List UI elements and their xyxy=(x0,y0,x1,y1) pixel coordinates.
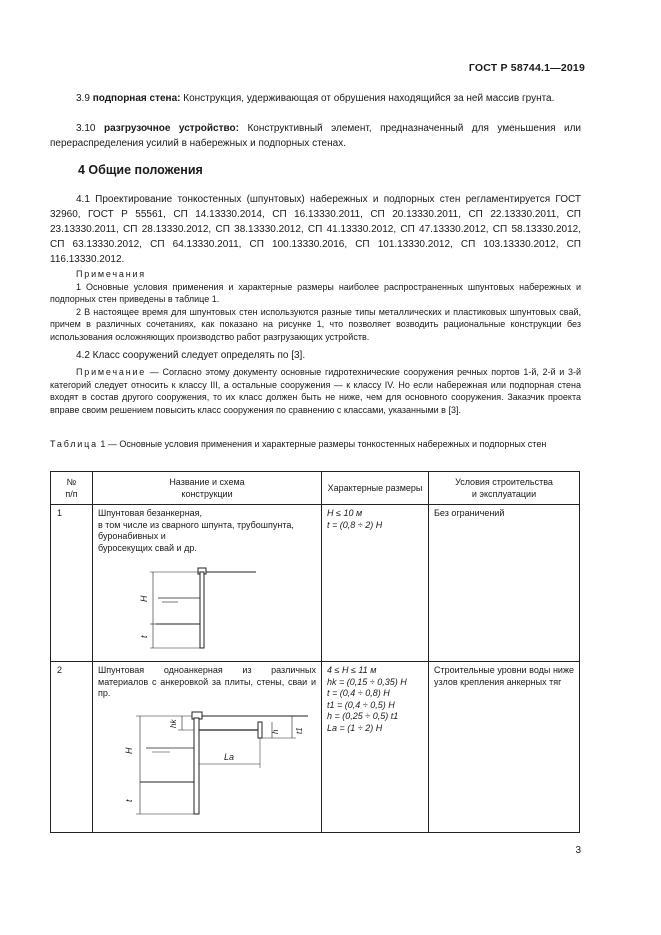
def-term: подпорная стена: xyxy=(92,93,181,104)
table-header-row xyxy=(51,472,580,505)
def-text: Конструктивный элемент, предназначенный для уменьшения или перераспределения усилий в набережных и подпорных стенах. xyxy=(50,123,582,149)
label-t: t xyxy=(124,798,134,802)
label-t1: t1 xyxy=(295,726,304,734)
row-dims xyxy=(322,505,429,662)
section-title: 4 Общие положения xyxy=(78,163,203,177)
conditions-table xyxy=(50,471,580,833)
cantilever-wall-diagram xyxy=(138,564,258,654)
definition-3-10 xyxy=(50,121,581,151)
dim-line: t1 = (0,4 ÷ 0,5) H xyxy=(327,699,395,710)
dim-line: H ≤ 10 м xyxy=(327,508,363,518)
def-term: разгрузочное устройство: xyxy=(103,123,239,134)
row-number: 2 xyxy=(51,662,93,833)
row-name: Шпунтовая одноанкерная из различных материалов с анкеровкой за плиты, стены, сваи и пр. xyxy=(98,665,316,698)
paragraph-text: 4.1 Проектирование тонкостенных (шпунтовых) набережных и подпорных стен регламентируется ГОСТ 32960, ГОСТ Р 55561, СП 14.13330.2014, СП 16.13330.2011, СП 20.13330.2011, СП 22.13330.2011, СП 23.13330.2011, СП 28.13330.2012, СП 38.13330.2012, СП 41.13330.2012, СП 47.13330.2012, СП 58.13330.2012, СП 63.13330.2012, СП 64.13330.2011, СП 100.13330.2016, СП 101.13330.2012, СП 103.13330.2012, СП 116.13330.2012. xyxy=(50,194,581,265)
dim-line: La = (1 ÷ 2) H xyxy=(327,722,383,733)
label-H: H xyxy=(124,747,134,754)
note-label: Примечание xyxy=(76,367,147,377)
dim-line: t = (0,4 ÷ 0,8) H xyxy=(327,688,390,698)
dim-line: 4 ≤ H ≤ 11 м xyxy=(327,665,377,675)
label-h: h xyxy=(271,729,280,734)
row-conditions: Без ограничений xyxy=(429,505,580,662)
def-text: Конструкция, удерживающая от обрушения находящийся за ней массив грунта. xyxy=(180,93,555,104)
dim-line: h = (0,25 ÷ 0,5) t1 xyxy=(327,711,399,721)
col-header-name: Название и схема конструкции xyxy=(93,472,322,505)
note-1: 1 Основные условия применения и характерные размеры наиболее распространенных шпунтовых набережных и подпорных стен приведены в таблице 1. xyxy=(50,281,581,304)
note-4-2 xyxy=(50,366,581,416)
notes-title: Примечания xyxy=(76,269,146,279)
dim-line: t = (0,8 ÷ 2) H xyxy=(327,519,383,530)
doc-code-header: ГОСТ Р 58744.1—2019 xyxy=(468,62,585,74)
col-header-conditions: Условия строительства и эксплуатации xyxy=(429,472,580,505)
label-t: t xyxy=(139,635,149,638)
notes-block xyxy=(50,268,581,343)
row-name: Шпунтовая безанкерная, в том числе из сварного шпунта, трубошпунта, буронабивных и буросекущих свай и др. xyxy=(98,508,294,553)
dim-line: hk = (0,15 ÷ 0,35) H xyxy=(327,676,407,687)
paragraph-text: 4.2 Класс сооружений следует определять по [3]. xyxy=(76,350,306,361)
row-conditions: Строительные уровни воды ниже узлов крепления анкерных тяг xyxy=(429,662,580,833)
anchored-wall-diagram xyxy=(110,708,310,818)
table-caption xyxy=(50,438,581,451)
label-hk: hk xyxy=(169,719,178,728)
table-caption-text: 1 — Основные условия применения и характерные размеры тонкостенных набережных и подпорных стен xyxy=(97,439,547,449)
table-caption-label: Таблица xyxy=(50,439,98,449)
row-dims xyxy=(322,662,429,833)
row-number: 1 xyxy=(51,505,93,662)
row-name-cell xyxy=(93,505,322,662)
note-2: 2 В настоящее время для шпунтовых стен используются разные типы металлических и пластиковых шпунтовых свай, причем в различных сочетаниях, как показано на рисунке 1, что позволяет возводить рациональные конструкции без использования осложняющих производство работ разгрузающих устройств. xyxy=(50,306,581,342)
col-header-number: № п/п xyxy=(51,472,93,505)
definition-3-9 xyxy=(50,91,581,106)
paragraph-4-2 xyxy=(50,348,581,363)
table-row xyxy=(51,505,580,662)
label-La: La xyxy=(224,751,235,762)
note-text: — Согласно этому документу основные гидротехнические сооружения речных портов 1-й, 2-й и 3-й категорий следует относить к классу III, а остальные сооружения — к классу IV. Но если набережная или подпорная стена входят в состав другого сооружения, то их класс должен быть не ниже, чем для основного сооружения. Заказчик проекта вправе своим решением повысить класс сооружения по сравнению с классами, указанными в [3]. xyxy=(50,367,581,415)
row-name-cell xyxy=(93,662,322,833)
col-header-dims: Характерные размеры xyxy=(322,472,429,505)
def-number: 3.9 xyxy=(76,93,90,104)
page-number: 3 xyxy=(575,845,581,856)
table-row xyxy=(51,662,580,833)
def-number: 3.10 xyxy=(76,123,96,134)
paragraph-4-1 xyxy=(50,192,581,267)
label-H: H xyxy=(139,595,149,602)
